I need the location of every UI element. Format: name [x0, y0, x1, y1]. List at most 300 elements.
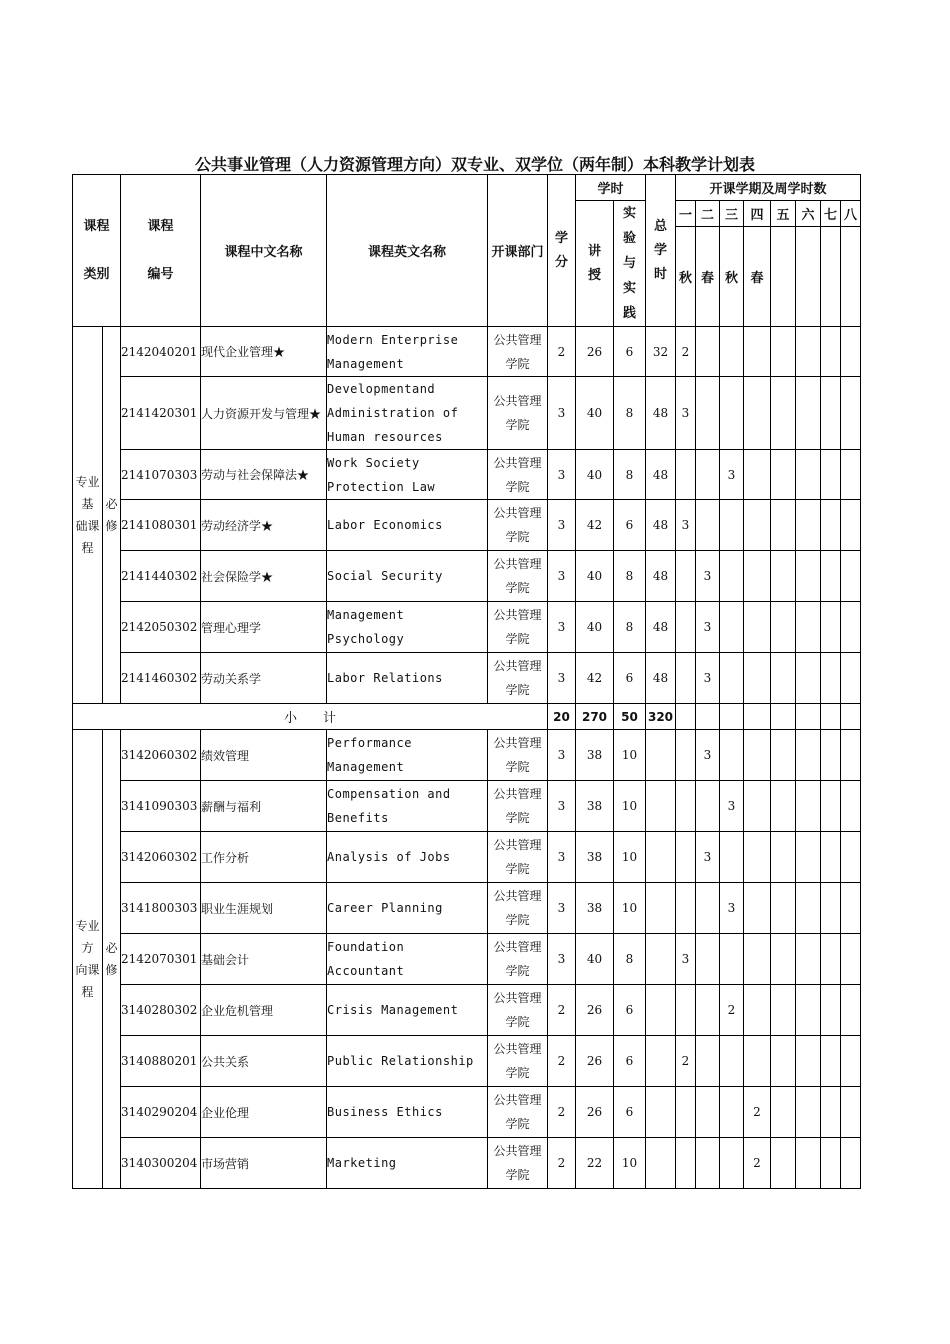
course-sem-hours	[720, 500, 744, 551]
course-sem-hours	[821, 327, 841, 377]
course-row	[73, 327, 861, 377]
header-sem-num: 六	[796, 201, 821, 227]
course-credit: 3	[548, 377, 576, 450]
course-total: 48	[646, 551, 676, 602]
course-sem-hours	[744, 934, 771, 985]
course-sem-hours	[720, 1036, 744, 1087]
course-lecture: 40	[576, 602, 614, 653]
course-dept: 公共管理学院	[488, 602, 548, 653]
course-sem-hours	[771, 1087, 796, 1138]
course-row	[73, 653, 861, 704]
course-sem-hours	[696, 327, 720, 377]
course-sem-hours: 3	[676, 934, 696, 985]
course-lecture: 26	[576, 985, 614, 1036]
course-cn-name: 现代企业管理★	[201, 327, 327, 377]
header-dept: 开课部门	[488, 175, 548, 327]
header-sem-season: 春	[696, 227, 720, 327]
course-total: 48	[646, 500, 676, 551]
course-sem-hours: 2	[676, 1036, 696, 1087]
course-lecture: 26	[576, 1036, 614, 1087]
header-sem-num: 一	[676, 201, 696, 227]
course-total: 32	[646, 327, 676, 377]
course-total	[646, 883, 676, 934]
course-sem-hours	[771, 934, 796, 985]
course-credit: 2	[548, 985, 576, 1036]
course-en-name: Work Society Protection Law	[327, 450, 488, 500]
course-practice: 8	[614, 602, 646, 653]
course-dept: 公共管理学院	[488, 1036, 548, 1087]
subtotal-label: 小 计	[73, 704, 548, 730]
course-total: 48	[646, 653, 676, 704]
course-sem-hours	[720, 934, 744, 985]
course-sem-hours	[720, 377, 744, 450]
course-row	[73, 832, 861, 883]
course-sem-hours	[796, 781, 821, 832]
course-sem-hours	[821, 985, 841, 1036]
course-dept: 公共管理学院	[488, 327, 548, 377]
course-sem-hours: 3	[696, 602, 720, 653]
course-sem-hours	[771, 327, 796, 377]
course-practice: 6	[614, 1087, 646, 1138]
course-practice: 10	[614, 730, 646, 781]
course-sem-hours	[841, 327, 861, 377]
subtotal-lecture: 270	[576, 704, 614, 730]
course-row	[73, 450, 861, 500]
course-sem-hours	[771, 653, 796, 704]
course-dept: 公共管理学院	[488, 1087, 548, 1138]
course-sem-hours	[744, 781, 771, 832]
course-sem-hours	[821, 551, 841, 602]
course-total	[646, 832, 676, 883]
subtotal-sem	[720, 704, 744, 730]
subtotal-sem	[676, 704, 696, 730]
course-total	[646, 985, 676, 1036]
course-credit: 2	[548, 1087, 576, 1138]
course-sem-hours	[796, 653, 821, 704]
course-sem-hours	[841, 781, 861, 832]
course-sem-hours	[744, 985, 771, 1036]
course-dept: 公共管理学院	[488, 832, 548, 883]
header-total: 总 学 时	[646, 175, 676, 327]
course-sem-hours	[796, 730, 821, 781]
header-sem-num: 二	[696, 201, 720, 227]
course-sem-hours	[841, 551, 861, 602]
course-credit: 2	[548, 327, 576, 377]
course-sem-hours	[821, 934, 841, 985]
teaching-plan-table	[72, 174, 861, 1189]
course-code: 3140300204	[121, 1138, 201, 1189]
subtotal-sem	[796, 704, 821, 730]
course-sem-hours	[744, 883, 771, 934]
header-sem-num: 四	[744, 201, 771, 227]
course-sem-hours: 2	[720, 985, 744, 1036]
course-cn-name: 公共关系	[201, 1036, 327, 1087]
course-sem-hours	[841, 730, 861, 781]
course-lecture: 22	[576, 1138, 614, 1189]
course-sem-hours	[796, 934, 821, 985]
subtotal-row	[73, 704, 861, 730]
course-lecture: 42	[576, 653, 614, 704]
course-sem-hours	[744, 500, 771, 551]
course-sem-hours	[841, 1138, 861, 1189]
course-sem-hours	[676, 653, 696, 704]
course-row	[73, 883, 861, 934]
course-practice: 6	[614, 653, 646, 704]
course-code: 2142040201	[121, 327, 201, 377]
subtotal-total: 320	[646, 704, 676, 730]
course-sem-hours: 3	[720, 883, 744, 934]
course-practice: 10	[614, 832, 646, 883]
course-sem-hours	[796, 832, 821, 883]
course-en-name: Management Psychology	[327, 602, 488, 653]
header-sem-season	[771, 227, 796, 327]
course-code: 2141070303	[121, 450, 201, 500]
course-en-name: Crisis Management	[327, 985, 488, 1036]
course-sem-hours	[796, 1036, 821, 1087]
course-sem-hours	[744, 551, 771, 602]
course-sem-hours	[771, 1138, 796, 1189]
course-lecture: 26	[576, 327, 614, 377]
course-sem-hours	[720, 327, 744, 377]
course-en-name: Performance Management	[327, 730, 488, 781]
course-code: 3141090303	[121, 781, 201, 832]
course-row	[73, 985, 861, 1036]
course-sem-hours: 3	[676, 377, 696, 450]
course-credit: 3	[548, 883, 576, 934]
course-credit: 3	[548, 781, 576, 832]
course-sem-hours	[821, 377, 841, 450]
course-row	[73, 602, 861, 653]
header-en-name: 课程英文名称	[327, 175, 488, 327]
course-row	[73, 1036, 861, 1087]
course-lecture: 38	[576, 883, 614, 934]
course-total	[646, 1138, 676, 1189]
course-credit: 3	[548, 934, 576, 985]
course-credit: 3	[548, 602, 576, 653]
course-lecture: 38	[576, 781, 614, 832]
course-sem-hours: 3	[696, 832, 720, 883]
course-cn-name: 薪酬与福利	[201, 781, 327, 832]
course-row	[73, 377, 861, 450]
course-sem-hours	[720, 1087, 744, 1138]
course-sem-hours	[841, 602, 861, 653]
course-code: 2141460302	[121, 653, 201, 704]
course-sem-hours	[696, 934, 720, 985]
header-sem-num: 七	[821, 201, 841, 227]
course-practice: 6	[614, 327, 646, 377]
course-lecture: 26	[576, 1087, 614, 1138]
course-sem-hours	[676, 781, 696, 832]
course-sem-hours	[841, 832, 861, 883]
course-sem-hours	[696, 1036, 720, 1087]
course-sem-hours	[841, 985, 861, 1036]
course-sem-hours	[744, 730, 771, 781]
course-sem-hours	[676, 602, 696, 653]
course-sem-hours	[676, 450, 696, 500]
header-hours: 学时	[576, 175, 646, 201]
header-sem-season	[796, 227, 821, 327]
course-row	[73, 1138, 861, 1189]
course-dept: 公共管理学院	[488, 985, 548, 1036]
subtotal-sem	[821, 704, 841, 730]
header-sem-season: 秋	[720, 227, 744, 327]
course-code: 3142060302	[121, 832, 201, 883]
course-sem-hours	[744, 1036, 771, 1087]
course-cn-name: 职业生涯规划	[201, 883, 327, 934]
course-sem-hours	[696, 500, 720, 551]
course-total	[646, 1036, 676, 1087]
course-sem-hours	[796, 327, 821, 377]
course-type: 必修	[103, 327, 121, 704]
course-practice: 10	[614, 883, 646, 934]
course-category: 专业方 向课程	[73, 730, 103, 1189]
header-credit: 学 分	[548, 175, 576, 327]
course-total	[646, 934, 676, 985]
course-cn-name: 劳动关系学	[201, 653, 327, 704]
course-sem-hours	[771, 602, 796, 653]
course-en-name: Business Ethics	[327, 1087, 488, 1138]
course-lecture: 38	[576, 730, 614, 781]
course-lecture: 38	[576, 832, 614, 883]
course-cn-name: 企业危机管理	[201, 985, 327, 1036]
course-credit: 3	[548, 500, 576, 551]
course-code: 3140280302	[121, 985, 201, 1036]
course-credit: 3	[548, 730, 576, 781]
course-sem-hours	[720, 832, 744, 883]
course-code: 3141800303	[121, 883, 201, 934]
subtotal-sem	[744, 704, 771, 730]
course-code: 3142060302	[121, 730, 201, 781]
course-sem-hours	[696, 377, 720, 450]
header-sem-season	[841, 227, 861, 327]
course-credit: 3	[548, 653, 576, 704]
course-cn-name: 劳动与社会保障法★	[201, 450, 327, 500]
course-sem-hours	[771, 450, 796, 500]
course-sem-hours	[696, 781, 720, 832]
course-sem-hours	[771, 985, 796, 1036]
course-en-name: Labor Relations	[327, 653, 488, 704]
course-sem-hours	[796, 551, 821, 602]
course-cn-name: 企业伦理	[201, 1087, 327, 1138]
subtotal-practice: 50	[614, 704, 646, 730]
course-sem-hours	[841, 450, 861, 500]
course-credit: 3	[548, 551, 576, 602]
course-code: 3140880201	[121, 1036, 201, 1087]
course-sem-hours	[771, 832, 796, 883]
header-practice: 实 验 与 实 践	[614, 201, 646, 327]
course-en-name: Developmentand Administration of Human resources	[327, 377, 488, 450]
course-practice: 6	[614, 985, 646, 1036]
course-en-name: Career Planning	[327, 883, 488, 934]
course-category: 专业基 础课程	[73, 327, 103, 704]
course-total	[646, 1087, 676, 1138]
course-cn-name: 人力资源开发与管理★	[201, 377, 327, 450]
course-sem-hours	[821, 450, 841, 500]
course-sem-hours	[744, 327, 771, 377]
course-code: 2141440302	[121, 551, 201, 602]
course-sem-hours	[796, 450, 821, 500]
course-sem-hours: 3	[676, 500, 696, 551]
course-dept: 公共管理学院	[488, 450, 548, 500]
course-dept: 公共管理学院	[488, 551, 548, 602]
page-title: 公共事业管理（人力资源管理方向）双专业、双学位（两年制）本科教学计划表	[194, 155, 755, 174]
course-total	[646, 781, 676, 832]
course-dept: 公共管理学院	[488, 653, 548, 704]
course-row	[73, 730, 861, 781]
course-sem-hours	[676, 1138, 696, 1189]
course-sem-hours: 3	[720, 450, 744, 500]
course-sem-hours	[841, 500, 861, 551]
course-sem-hours	[796, 985, 821, 1036]
course-lecture: 40	[576, 551, 614, 602]
course-sem-hours	[771, 883, 796, 934]
course-en-name: Labor Economics	[327, 500, 488, 551]
course-code: 2142070301	[121, 934, 201, 985]
course-total: 48	[646, 450, 676, 500]
header-code: 课程 编号	[121, 175, 201, 327]
course-sem-hours	[720, 1138, 744, 1189]
course-sem-hours	[821, 781, 841, 832]
course-sem-hours	[841, 1087, 861, 1138]
course-sem-hours	[696, 1138, 720, 1189]
course-practice: 8	[614, 551, 646, 602]
course-lecture: 40	[576, 377, 614, 450]
course-sem-hours	[771, 1036, 796, 1087]
course-row	[73, 500, 861, 551]
course-sem-hours	[796, 1138, 821, 1189]
course-sem-hours	[796, 602, 821, 653]
course-sem-hours	[821, 1087, 841, 1138]
course-cn-name: 工作分析	[201, 832, 327, 883]
course-sem-hours	[696, 985, 720, 1036]
course-sem-hours	[796, 377, 821, 450]
course-sem-hours	[841, 934, 861, 985]
course-sem-hours	[821, 1138, 841, 1189]
course-dept: 公共管理学院	[488, 1138, 548, 1189]
course-sem-hours	[821, 1036, 841, 1087]
course-sem-hours	[841, 653, 861, 704]
header-sem-num: 八	[841, 201, 861, 227]
course-dept: 公共管理学院	[488, 500, 548, 551]
course-en-name: Analysis of Jobs	[327, 832, 488, 883]
course-sem-hours	[676, 985, 696, 1036]
course-sem-hours	[744, 450, 771, 500]
course-total	[646, 730, 676, 781]
course-sem-hours	[696, 1087, 720, 1138]
course-dept: 公共管理学院	[488, 377, 548, 450]
course-sem-hours	[720, 653, 744, 704]
course-cn-name: 劳动经济学★	[201, 500, 327, 551]
course-en-name: Public Relationship	[327, 1036, 488, 1087]
course-en-name: Foundation Accountant	[327, 934, 488, 985]
course-credit: 2	[548, 1138, 576, 1189]
header-sem-season	[821, 227, 841, 327]
course-sem-hours	[771, 730, 796, 781]
course-code: 2141420301	[121, 377, 201, 450]
course-sem-hours	[720, 602, 744, 653]
subtotal-sem	[841, 704, 861, 730]
header-sem-num: 五	[771, 201, 796, 227]
course-cn-name: 社会保险学★	[201, 551, 327, 602]
header-lecture: 讲 授	[576, 201, 614, 327]
course-sem-hours	[676, 730, 696, 781]
header-sem-num: 三	[720, 201, 744, 227]
course-credit: 2	[548, 1036, 576, 1087]
course-sem-hours	[821, 883, 841, 934]
course-sem-hours	[841, 377, 861, 450]
course-sem-hours	[841, 1036, 861, 1087]
course-sem-hours	[821, 730, 841, 781]
course-lecture: 40	[576, 450, 614, 500]
course-sem-hours	[821, 500, 841, 551]
course-total: 48	[646, 377, 676, 450]
header-sem-season: 秋	[676, 227, 696, 327]
course-sem-hours	[771, 781, 796, 832]
course-row	[73, 551, 861, 602]
course-cn-name: 市场营销	[201, 1138, 327, 1189]
course-en-name: Modern Enterprise Management	[327, 327, 488, 377]
course-sem-hours	[841, 883, 861, 934]
course-sem-hours	[821, 602, 841, 653]
course-code: 2141080301	[121, 500, 201, 551]
course-practice: 8	[614, 934, 646, 985]
course-row	[73, 781, 861, 832]
course-dept: 公共管理学院	[488, 883, 548, 934]
course-dept: 公共管理学院	[488, 934, 548, 985]
course-sem-hours	[771, 500, 796, 551]
course-sem-hours: 2	[744, 1138, 771, 1189]
course-code: 3140290204	[121, 1087, 201, 1138]
course-dept: 公共管理学院	[488, 730, 548, 781]
header-cn-name: 课程中文名称	[201, 175, 327, 327]
course-en-name: Marketing	[327, 1138, 488, 1189]
course-sem-hours	[676, 1087, 696, 1138]
course-sem-hours: 3	[696, 653, 720, 704]
course-total: 48	[646, 602, 676, 653]
course-practice: 6	[614, 1036, 646, 1087]
course-cn-name: 绩效管理	[201, 730, 327, 781]
course-cn-name: 基础会计	[201, 934, 327, 985]
course-sem-hours	[676, 551, 696, 602]
course-sem-hours	[696, 883, 720, 934]
course-row	[73, 1087, 861, 1138]
course-practice: 10	[614, 1138, 646, 1189]
course-sem-hours	[771, 551, 796, 602]
course-lecture: 42	[576, 500, 614, 551]
course-practice: 6	[614, 500, 646, 551]
course-cn-name: 管理心理学	[201, 602, 327, 653]
course-sem-hours	[796, 883, 821, 934]
course-sem-hours	[744, 653, 771, 704]
course-lecture: 40	[576, 934, 614, 985]
course-sem-hours	[796, 1087, 821, 1138]
course-en-name: Social Security	[327, 551, 488, 602]
course-sem-hours	[676, 883, 696, 934]
subtotal-sem	[771, 704, 796, 730]
course-sem-hours	[676, 832, 696, 883]
course-code: 2142050302	[121, 602, 201, 653]
course-sem-hours	[821, 653, 841, 704]
header-category: 课程 类别	[73, 175, 121, 327]
course-sem-hours	[720, 551, 744, 602]
course-type: 必修	[103, 730, 121, 1189]
course-sem-hours	[796, 500, 821, 551]
header-semesters: 开课学期及周学时数	[676, 175, 861, 201]
course-sem-hours	[821, 832, 841, 883]
header-sem-season: 春	[744, 227, 771, 327]
course-sem-hours	[720, 730, 744, 781]
course-dept: 公共管理学院	[488, 781, 548, 832]
